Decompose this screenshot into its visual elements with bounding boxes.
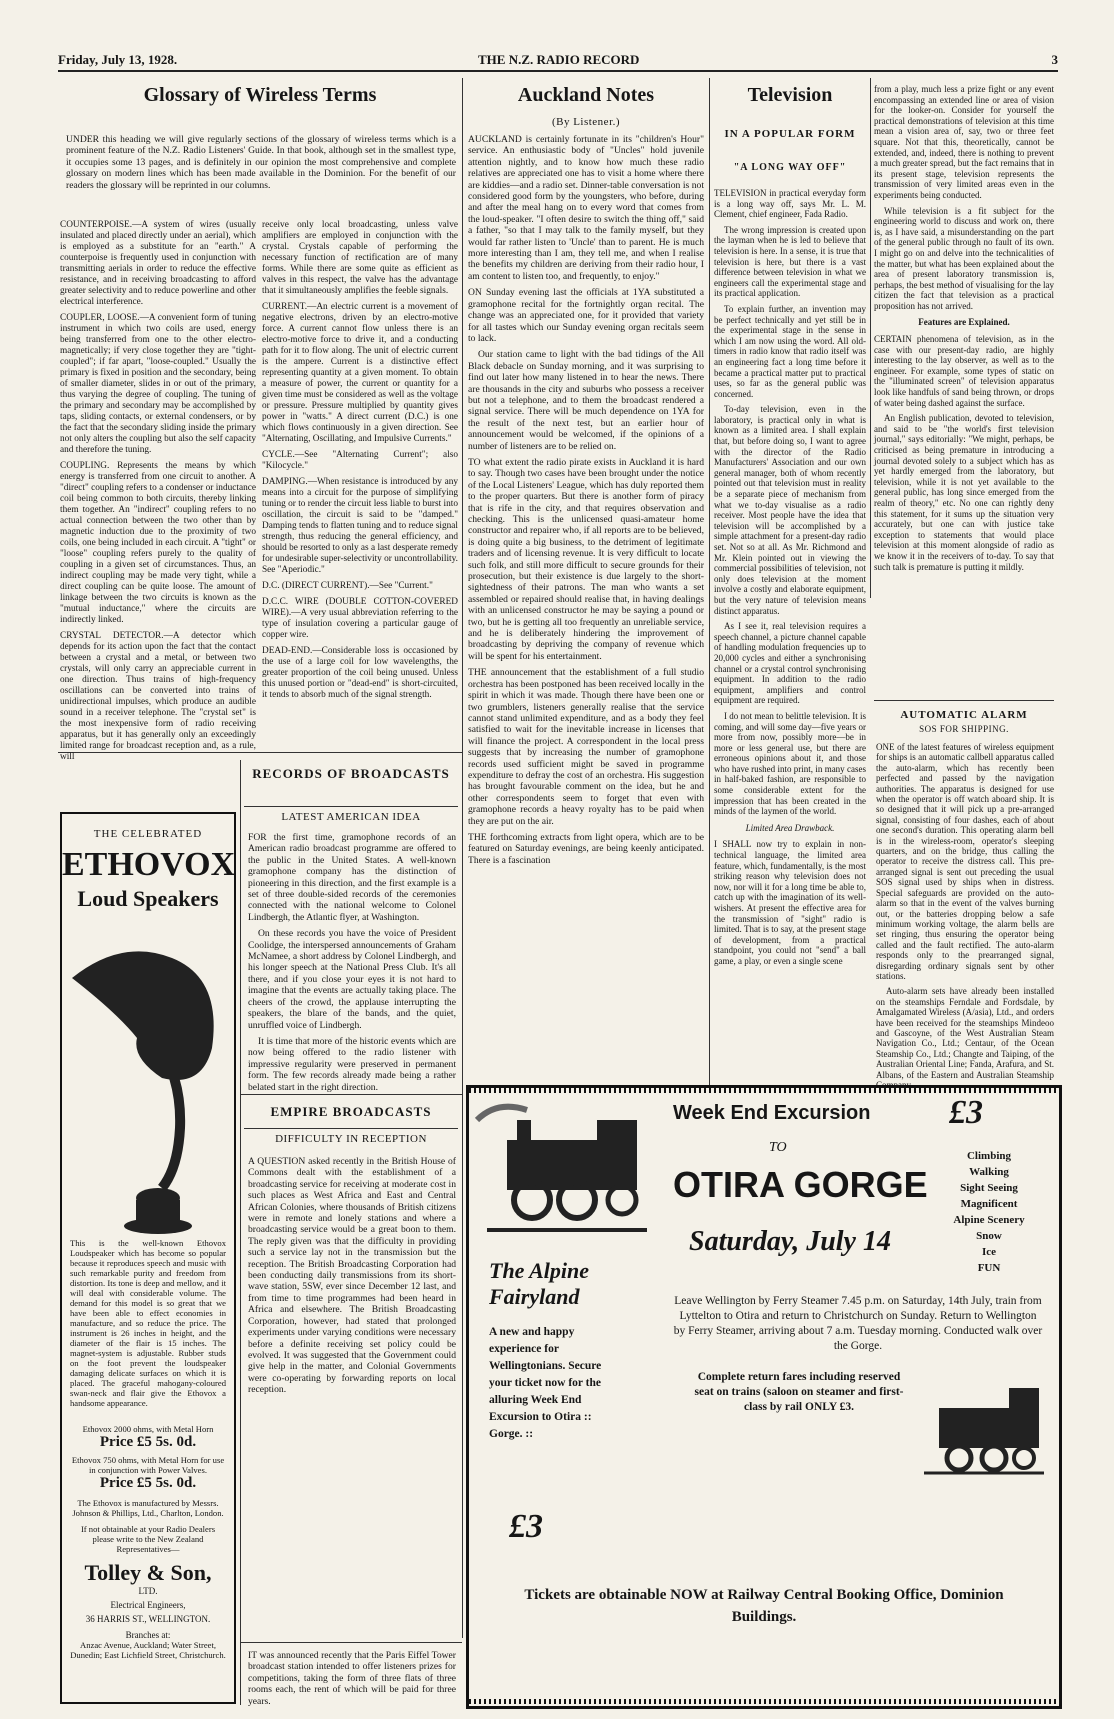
ethovox-description — [62, 1238, 234, 1420]
attraction-item: Alpine Scenery — [953, 1214, 1025, 1226]
auckland-paragraph: AUCKLAND is certainly fortunate in its "children's Hour" service. An enthusiastic body of "Uncles" hold juvenile attention nightly, and to know how much these radio relatives are appreciated one has to visit a home where there are kiddies—and a radio set. Dinner-table conversation is not considered good form by the youngsters, who before, during and after the meal hang on to every word that comes from the loud-speaker. "I often desire to switch the thing off," said a father, "so that I may talk to the family myself, but they would far rather listen to 'Uncle' than to parent. He is much more interesting than I am, they tell me, and when I realise the benefits my children are deriving from their radio hour, I am content to listen too, and frequently, to enjoy." — [468, 134, 704, 282]
decorative-border — [469, 1088, 1059, 1093]
glossary-entry: receive only local broadcasting, unless valve amplifiers are employed in conjunction with the crystal. Crystals capable of performing the necessary function of rectification are of many forms. While there are some quite as efficient as valves in this respect, the valve has the advantage that it simultaneously amplifies the feeble signals. — [262, 220, 458, 296]
glossary-entry: COUPLING. Represents the means by which energy is transferred from one circuit to another. A "direct" coupling refers to a condenser or inductance coil being common to both circuits, thereby linking them together. An "indirect" coupling refers to no actual connection between the two other than by magnetic induction due to the proximity of two coils, one being included in each circuit. A "tight" or "loose" coupling refers purely to the quality of coupling in a given set of circumstances. Thus, an indirect coupling may be made very tight, while a direct coupling can be quite loose. The amount of linkage between the two circuits is known as the "mutual inductance," where the circuits are indirectly linked. — [60, 461, 256, 625]
television-paragraph: As I see it, real television requires a speech channel, a picture channel capable of handling modulation frequencies up to 20,000 cycles and either a synchronising channel or a crystal control synchronising equipment. In addition to the radio equipment, amplifiers and control equipment are required. — [714, 621, 866, 706]
issue-date: Friday, July 13, 1928. — [58, 52, 178, 67]
records-paragraph: On these records you have the voice of President Coolidge, the interspersed announcements of Graham McNamee, a short address by Colonel Lindbergh, and his longer speech at the National Press Club. It's all there, and if you close your eyes it is not hard to imagine that the events are actually taking place. The cheers of the crowd, the applause interrupting the speakers, the blare of the bands, and the quiet, unruffled voice of Lindbergh. — [248, 928, 456, 1031]
ethovox-model-1: Ethovox 2000 ohms, with Metal Horn — [82, 1424, 214, 1434]
train-illustration — [919, 1378, 1049, 1478]
attraction-item: Sight Seeing — [960, 1182, 1018, 1194]
empire-paragraph: A QUESTION asked recently in the British House of Commons dealt with the establishment of a broadcasting service for receiving at moderate cost in such places as West Africa and East and Central African Colonies, where thousands of British citizens were in remote and lonely stations and where a broadcasting service would be a great boon to them. The reply given was that the difficulty in providing such a service lay not in the transmission but the reception. The British Broadcasting Corporation had been conducting daily transmissions from its short-wave station, 5SW, ever since December 12 last, and from time to time programmes had been heard in Africa and elsewhere. The British Broadcasting Corporation, however, had stated that prolonged experiments under varying conditions were necessary before a definite receiving set policy could be evolved. It was suggested that the Government could give help in the matter, and Colonial Governments were co-operating by forwarding reports on local reception. — [248, 1156, 456, 1396]
loudspeaker-horn-illustration — [62, 918, 230, 1238]
attractions-list — [929, 1148, 1049, 1276]
alarm-subtitle: SOS FOR SHIPPING. — [919, 724, 1009, 734]
ethovox-price-2: Price £5 5s. 0d. — [99, 1475, 197, 1491]
excursion-headline: Week End Excursion — [673, 1102, 871, 1124]
glossary-intro-text: UNDER this heading we will give regularly sections of the glossary of wireless terms which is a prominent feature of the N.Z. Radio Listeners' Guide. In that book, although set in the smallest type, it occupies some 13 pages, and is definitely in our opinion the most comprehensive and complete glossary on modern lines which has been made available in the Dominion. For the benefit of our readers the glossary will be reprinted in our columns. — [66, 134, 456, 191]
tolley-firm-name: Tolley & Son, — [84, 1560, 212, 1585]
attraction-item: Magnificent — [960, 1198, 1018, 1210]
excursion-to: TO — [769, 1140, 787, 1155]
television-paragraph: CERTAIN phenomena of television, as in the case with our present-day radio, are highly interesting to the lay observer, as well as to the engineer. For example, some types of static on the "illuminated screen" of television apparatus look like handfuls of sand being thrown, or drops of water being dashed against the surface. — [874, 334, 1054, 408]
records-article — [248, 832, 456, 1093]
television-subhead: Limited Area Drawback. — [745, 822, 835, 833]
ethovox-price-1: Price £5 5s. 0d. — [99, 1434, 197, 1450]
glossary-entry: D.C.C. WIRE (DOUBLE COTTON-COVERED WIRE).—A very usual abbreviation referring to the type of insulation covering a particular gauge of copper wire. — [262, 597, 458, 640]
ethovox-product: Loud Speakers — [77, 886, 219, 911]
television-paragraph: I SHALL now try to explain in non-technical language, the limited area feature, which, fundamentally, is the most striking reason why television does not now, nor will it for a long time be able to, catch up with the imagination of its well-wishers. At present the effective area for the transmission of "sight" radio is limited. That is to say, at the present stage of development, from a practical standpoint, you could not "send" a ball game, a play, or even a single scene — [714, 839, 866, 966]
tolley-ltd: LTD. — [138, 1586, 158, 1596]
glossary-entry: CURRENT.—An electric current is a movement of negative electrons, driven by an electro-motive force. A current cannot flow unless there is an electro-motive force to drive it, and a conducting path for it to flow along. The unit of electric current is the ampere. Current is a distinctive effect representing quantity at a given moment. To obtain a measure of power, the current or quantity for a given time must be considered as well as the voltage or pressure. Pressure multiplied by quantity gives power in "watts." A direct current (D.C.) is one which flows continuously in a given direction. See "Alternating, Oscillating, and Impulsive Currents." — [262, 302, 458, 444]
television-head-1: IN A POPULAR FORM — [724, 128, 856, 140]
glossary-entry: DEAD-END.—Considerable loss is occasioned by the use of a large coil for low wavelengths, the greater proportion of the coil being unused. Unless this unused portion or "dead-end" is short-circuited, it tends to absorb much of the signal strength. — [262, 646, 458, 700]
excursion-price-top: £3 — [949, 1094, 983, 1131]
television-paragraph: from a play, much less a prize fight or any event encompassing an extended line or area of vision for the looker-on. Consider for yourself the practical demonstrations of television at this time mean a vision area of, say, two or three feet square. Not that this, theoretically, cannot be extended, and, indeed, there is nothing to prevent a much greater spread, but the fact remains that in its present stage, television represents the transmission of very limited areas even in the experiments being conducted. — [874, 84, 1054, 200]
masthead: THE N.Z. RADIO RECORD — [478, 52, 640, 67]
attraction-item: Climbing — [966, 1150, 1011, 1162]
glossary-column-2 — [262, 220, 458, 748]
features-subhead: Features are Explained. — [918, 317, 1010, 328]
television-paragraph: I do not mean to belittle television. It is coming, and will some day—five years or more from now, possibly more—be in more or less general use, but there are erroneous opinions about it, and those who have rushed into print, in many cases in half-baked fashion, are responsible to some considerable extent for the impression that has been created in the minds of the laymen of the world. — [714, 710, 866, 817]
auckland-paragraph: ON Sunday evening last the officials at 1YA substituted a gramophone recital for the fortnightly organ recital. The change was an appreciated one, for it provided that variety for all tastes which our Sunday evening organ recitals seem to lack. — [468, 287, 704, 344]
column-rule — [462, 78, 463, 1638]
glossary-entry: DAMPING.—When resistance is introduced by any means into a circuit for the purpose of simplifying tuning or to render the circuit less liable to burst into oscillation, the circuit is said to be "damped." Damping tends to flatten tuning and to reduce signal strength, thus reducing the general efficiency, and should be resorted to only as a last desperate remedy for undesirable super-selectivity or uncontrollability. See "Aperiodic." — [262, 477, 458, 575]
television-title: Television — [747, 84, 833, 106]
empire-title: EMPIRE BROADCASTS — [270, 1104, 432, 1119]
glossary-entry: CRYSTAL DETECTOR.—A detector which depends for its action upon the fact that the contact between a crystal and a metal, or between two crystals, will only carry an appreciable current in one direction. Thus trains of high-frequency oscillations can be converted into trains of unidirectional impulses, which produce an audible sound in a receiver telephone. The "crystal set" is the most inexpensive form of radio receiving apparatus, but it has generally only an exceedingly limited range for broadcast reception and, as a rule, will — [60, 631, 256, 762]
television-paragraph: TELEVISION in practical everyday form is a long way off, says Mr. L. M. Clement, chief engineer, Fada Radio. — [714, 188, 866, 220]
auckland-paragraph: Our station came to light with the bad tidings of the All Black debacle on Sunday morning, and it was surprising to find out later how many listened in to hear the news. There are thousands in the city and suburbs who possess a receiver but not a telephone, and to them the broadcast rendered a signal service. There will be much dependence on 1YA for the result of the next test, but an earlier hour of announcement would be welcomed, if the opinions of a number of listeners are to be relied on. — [468, 349, 704, 452]
alpine-fairyland: The Alpine Fairyland — [489, 1258, 590, 1309]
tolley-engineers: Electrical Engineers, — [110, 1600, 186, 1610]
records-title: RECORDS OF BROADCASTS — [252, 766, 450, 781]
column-rule — [870, 78, 871, 598]
attraction-item: Ice — [981, 1246, 997, 1258]
page-header — [58, 50, 1058, 72]
tolley-address: 36 HARRIS ST., WELLINGTON. — [85, 1614, 211, 1624]
glossary-column-1 — [60, 220, 256, 762]
ethovox-description-text: This is the well-known Ethovox Loudspeaker which has become so popular because it reproduces speech and music with such remarkable purity and freedom from distortion. Its tone is deep and mellow, and it will deal with considerable volume. The demand for this model is so great that we have been able to effect economies in manufacture, and so reduce the price. The instrument is 26 inches in height, and the diameter of the flair is 15 inches. The magnet-system is adjustable. Rubber studs on the foot prevent the loudspeaker damaging delicate surfaces on which it is placed. The graceful mahogany-coloured swan-neck and flair give the Ethovox a handsome appearance. — [70, 1238, 226, 1408]
column-rule — [240, 760, 241, 1705]
excursion-fares: Complete return fares including reserved seat on trains (saloon on steamer and first-class by rail ONLY £3. — [694, 1371, 904, 1413]
glossary-entry: COUPLER, LOOSE.—A convenient form of tuning instrument in which two coils are used, energy being transferred from one to the other electro-magnetically; if very close together they are "tight-coupled"; if far apart, "loose-coupled." Usually the primary is fixed in position and the secondary, being of smaller diameter, slides in or out of the primary, thus varying the degree of coupling. The tuning of the primary and secondary may be accomplished by taps, sliding contacts, or external condensers, or by the fact that the secondary sliding inside the primary not only alters the coupling but also the self capacity and therefore the tuning. — [60, 313, 256, 455]
auckland-byline: (By Listener.) — [551, 116, 621, 128]
glossary-entry: D.C. (DIRECT CURRENT).—See "Current." — [262, 581, 433, 591]
auckland-article — [468, 134, 704, 1024]
auckland-title: Auckland Notes — [517, 84, 655, 106]
attraction-item: FUN — [977, 1262, 1001, 1274]
television-paragraph: The wrong impression is created upon the layman when he is led to believe that television is here. In a sense, it is true that television is here, but there is a vast difference between television in what we engineers call the experimental stage and its practical application. — [714, 224, 866, 299]
television-continued — [874, 84, 1054, 744]
records-subtitle: LATEST AMERICAN IDEA — [244, 806, 458, 823]
auckland-paragraph: THE forthcoming extracts from light opera, which are to be featured on Saturday evenings, are being keenly anticipated. There is a fascination — [468, 831, 704, 866]
page-number: 3 — [1051, 52, 1058, 67]
ad-celebrated: THE CELEBRATED — [93, 828, 203, 840]
section-rule — [240, 1094, 462, 1095]
excursion-itinerary: Leave Wellington by Ferry Steamer 7.45 p.m. on Saturday, 14th July, train from Lyttelton to Otira and return to Christchurch on Sunday. Return to Wellington by Ferry Steamer, arriving about 7 a.m. Tuesday morning. Conducted walk over the Gorge. — [673, 1295, 1043, 1352]
empire-subtitle: DIFFICULTY IN RECEPTION — [244, 1128, 458, 1145]
glossary-intro — [66, 134, 456, 218]
alarm-title: AUTOMATIC ALARM — [874, 700, 1054, 721]
television-article — [714, 188, 866, 966]
attraction-item: Walking — [969, 1166, 1009, 1178]
section-rule — [240, 1642, 462, 1643]
empire-article — [248, 1156, 456, 1636]
excursion-tagline: A new and happy experience for Wellingtonians. Secure your ticket now for the alluring Week End Excursion to Otira :: Gorge. :: — [489, 1326, 602, 1440]
glossary-entry: CYCLE.—See "Alternating Current"; also "Kilocycle." — [262, 450, 458, 471]
glossary-entry: COUNTERPOISE.—A system of wires (usually insulated and placed directly under an aerial), which is employed as a substitute for an "earth." A counterpoise is frequently used in conjunction with transmitting aerials in order to reduce the effective resistance, and in receiving broadcasting to afford greater selectivity and to reduce powerline and other electrical interference. — [60, 220, 256, 307]
excursion-advertisement — [466, 1085, 1062, 1709]
auckland-paragraph: TO what extent the radio pirate exists in Auckland it is hard to say. Though two cases have been brought under the notice of the Local Listeners' League, which has duly reported them to the proper quarters. But there is another form of piracy that is rife in the city, and that requires observation and checking. This is the unlicensed quasi-amateur home constructor and repairer who, if all reports are to be believed, is doing quite a big business, to the detriment of legitimate traders and of licensing revenue. It is very difficult to locate such folk, and still more difficult to secure grounds for their prosecution, but their existence is due largely to the short-sightedness of their patrons. The man who wants a set assembled or repaired should realise that, in having dealings with an unlicensed constructor he may be saying a pound or two, but he is getting all too frequently an unreliable service, and he is deliberately hindering the improvement of broadcasting by depriving the company of revenue which will be spent for his entertainment. — [468, 456, 704, 662]
ethovox-advertisement — [60, 812, 236, 1704]
ethovox-maker: The Ethovox is manufactured by Messrs. Johnson & Phillips, Ltd., Charlton, London. — [72, 1498, 224, 1518]
television-head-2: "A LONG WAY OFF" — [733, 162, 847, 173]
television-paragraph: While television is a fit subject for the engineering world to discuss and work on, there is, as I have said, a misunderstanding on the part of the general public through no fault of its own. I might go on and delve into the technicalities of the matter, but what has been explained about the area of present laboratory transmission is, perhaps, the best method of visualising for the lay citizen the fact that television as a practical proposition has not arrived. — [874, 205, 1054, 311]
excursion-price-left: £3 — [509, 1508, 543, 1545]
records-paragraph: It is time that more of the historic events which are now being offered to the radio listener with impressive regularity were preserved in permanent form. The few records already made being a rather belated start in the right direction. — [248, 1035, 456, 1093]
ethovox-brand: ETHOVOX — [62, 846, 236, 883]
eiffel-tower-item — [248, 1650, 456, 1708]
television-paragraph: To-day television, even in the laboratory, is practical only in what is known as a limited area. I shall explain that, but before doing so, I want to agree with the director of the Radio Manufacturers' Association and our own general manager, both of whom recently pointed out that television must in reality be a separate piece of mechanism from what we to-day visualise as a radio receiver. Most people have the idea that television will be accomplished by a simple attachment for a present-day radio set. Not so at all. As Mr. Richmond and Mr. Klein pointed out in viewing the commercial possibilities of television, not only does television at the moment involve a costly and elaborate equipment, but the very nature of television means distinct apparatus. — [714, 404, 866, 616]
television-paragraph: An English publication, devoted to television, and said to be "the world's first television journal," says editorially: "We might, perhaps, be criticised as being premature in introducing a journal devoted solely to a subject which has as yet hardly emerged from the laboratory, but television, while it is not yet available to the general public, has long since emerged from the realm of theory," etc. No one can rightly deny this statement, for it sums up the situation very accurately, but one can with justice take exception to statements that would place television at this moment alongside of radio as we know it in the receivers of to-day. To say that such talk is premature is putting it mildly. — [874, 413, 1054, 572]
tolley-branches-label: Branches at: — [125, 1630, 171, 1640]
alarm-article — [876, 742, 1054, 1080]
excursion-tickets: Tickets are obtainable NOW at Railway Central Booking Office, Dominion Buildings. — [524, 1587, 1004, 1625]
ethovox-dealers: If not obtainable at your Radio Dealers please write to the New Zealand Representatives— — [80, 1524, 216, 1554]
locomotive-illustration — [477, 1100, 657, 1250]
alarm-paragraph: ONE of the latest features of wireless equipment for ships is an automatic callbell apparatus called the auto-alarm, which has recently been perfected and passed by the navigation authorities. The apparatus is designed for use when the operator is off watch aboard ship. It is so designed that it will pick up a pre-arranged signal, consisting of four dashes, each of about one second's duration. This operating alarm bell is in the wireless-room, operator's sleeping quarters, and on the bridge, thus calling the operator to receive the distress call. This pre-arranged signal is sent out preceding the usual SOS signal used by ships when in distress. Special safeguards are provided on the auto-alarm so that in the event of the valves burning out, or the batteries dropping below a safe minimum working voltage, the alarm bells are set ringing, thus ensuring the operator being called and the fault rectified. The auto-alarm responds only to the prearranged signal, disregarding ordinary signals sent by other stations. — [876, 742, 1054, 981]
alarm-paragraph: Auto-alarm sets have already been installed on the steamships Ferndale and Fordsdale, by Amalgamated Wireless (A/asia), Ltd., and orders have been received for the steamships Mindeoo and Gascoyne, of the West Australian Steam Navigation Co., Ltd.; Centaur, of the Ocean Steamship Co., Ltd.; Changte and Taiping, of the Australian Oriental Line; Fanda, Arafura, and St. Albans, of the Eastern and Australian Steamship — [876, 986, 1054, 1080]
television-paragraph: To explain further, an invention may be perfect technically and yet still be in the experimental stage in the sense in which I am now using the word. All old-timers in radio know that radio itself was an engineering fact a long time before it became a practical matter put to practical uses, so far as the general public was concerned. — [714, 303, 866, 399]
auckland-paragraph: THE announcement that the establishment of a full studio orchestra has been postponed has been received locally in the spirit in which it was made. Though there have been one or two grumblers, listeners generally realise that the service cannot stand unlimited expenditure, and as a body they feel satisfied to wait for the inevitable increase in licenses that will finance the project. A correspondent in the local press suggests that by increasing the number of gramophone records used sufficient might be saved in programme expenditure to defray the cost of an orchestra. His suggestion has brought favourable comment on the idea, but he and other correspondents seem to forget that even with gramophone records a heavy royalty has to be paid when they are put on the air. — [468, 667, 704, 827]
records-paragraph: FOR the first time, gramophone records of an American radio broadcast programme are offered to the public in the United States. A well-known gramophone company has the distinction of pioneering in this direction, and the first example is a set of three double-sided records of the ceremonies connected with the national welcome to Colonel Lindbergh, the Atlantic flyer, at Washington. — [248, 832, 456, 923]
ethovox-model-2: Ethovox 750 ohms, with Metal Horn for use in conjunction with Power Valves. — [71, 1455, 225, 1475]
eiffel-tower-text: IT was announced recently that the Paris Eiffel Tower broadcast station intended to offer listeners prizes for competitions, taking the form of three flats of three rooms each, the rent of which will be paid for three years. — [248, 1650, 456, 1707]
excursion-date: Saturday, July 14 — [689, 1226, 891, 1257]
decorative-border — [469, 1699, 1059, 1704]
excursion-destination: OTIRA GORGE — [673, 1164, 928, 1205]
glossary-title: Glossary of Wireless Terms — [143, 84, 377, 106]
attraction-item: Snow — [976, 1230, 1002, 1242]
tolley-branch-list: Anzac Avenue, Auckland; Water Street, Dunedin; East Lichfield Street, Christchurch. — [70, 1640, 226, 1660]
